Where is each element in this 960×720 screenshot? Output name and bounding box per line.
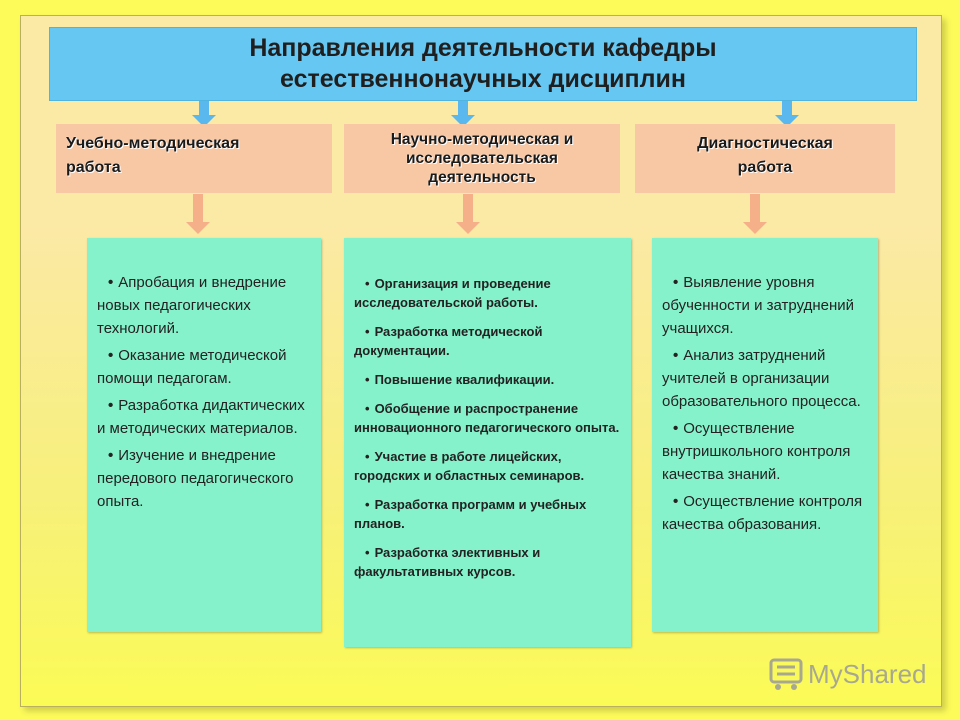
list-item: • Разработка дидактических и методических материалов. bbox=[97, 397, 305, 437]
list-item: • Разработка программ и учебных планов. bbox=[354, 497, 587, 531]
watermark-text: MyShared bbox=[808, 658, 927, 689]
watermark-logo bbox=[768, 654, 927, 694]
list-item: • Разработка методической документации. bbox=[354, 324, 543, 358]
title-line-1: Направления деятельности кафедры bbox=[249, 34, 717, 62]
category-diagnostic bbox=[635, 124, 895, 193]
arrow-down-icon bbox=[743, 194, 767, 238]
category-label: деятельность bbox=[428, 169, 536, 186]
category-educational-methodical bbox=[56, 124, 332, 193]
list-item: • Оказание методической помощи педагогам. bbox=[97, 347, 287, 387]
category-label: Научно-методическая и bbox=[390, 131, 574, 148]
diagram-title bbox=[49, 27, 917, 101]
category-label: исследовательская bbox=[406, 150, 558, 167]
list-item: • Выявление уровня обученности и затруднений учащихся. bbox=[662, 274, 854, 337]
list-item: • Организация и проведение исследовательской работы. bbox=[354, 276, 551, 310]
category-label: Диагностическая bbox=[697, 135, 833, 152]
column-educational-items bbox=[87, 238, 321, 632]
column-scientific-items bbox=[344, 238, 631, 647]
list-item: • Анализ затруднений учителей в организации образовательного процесса. bbox=[662, 347, 861, 410]
arrow-down-icon bbox=[456, 194, 480, 238]
list-item: • Обобщение и распространение инновационного педагогического опыта. bbox=[354, 401, 620, 435]
list-item: • Повышение квалификации. bbox=[365, 372, 555, 387]
category-scientific-research bbox=[344, 124, 620, 193]
list-item: • Изучение и внедрение передового педагогического опыта. bbox=[97, 447, 294, 510]
category-label: Учебно-методическая bbox=[66, 135, 240, 152]
shopping-cart-icon bbox=[768, 657, 804, 691]
category-label: работа bbox=[737, 159, 793, 176]
category-label: работа bbox=[66, 159, 121, 176]
arrow-down-icon bbox=[186, 194, 210, 238]
list-item: • Разработка элективных и факультативных курсов. bbox=[354, 545, 541, 579]
list-item: • Апробация и внедрение новых педагогических технологий. bbox=[97, 274, 287, 337]
list-item: • Осуществление контроля качества образования. bbox=[662, 493, 863, 533]
title-line-2: естественнонаучных дисциплин bbox=[280, 65, 686, 93]
list-item: • Участие в работе лицейских, городских и областных семинаров. bbox=[354, 449, 585, 483]
column-diagnostic-items bbox=[652, 238, 878, 632]
list-item: • Осуществление внутришкольного контроля качества знаний. bbox=[662, 420, 851, 483]
